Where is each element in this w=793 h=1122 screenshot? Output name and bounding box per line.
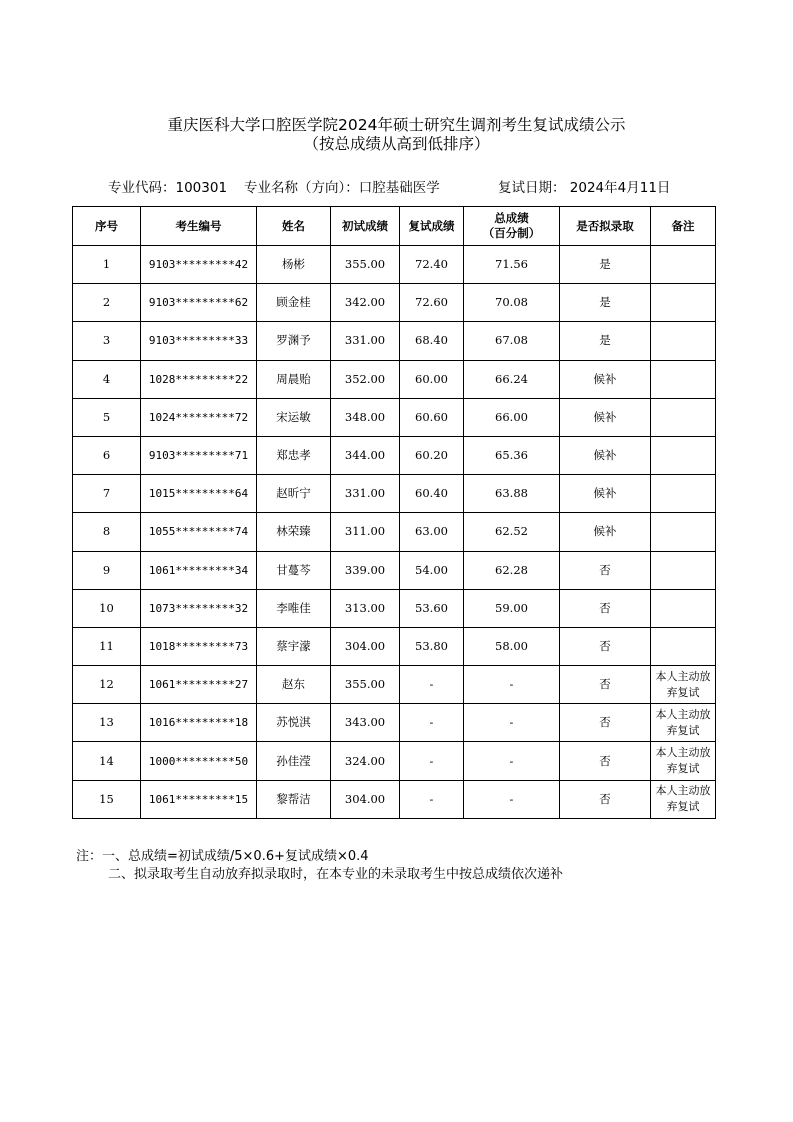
retest-date: 复试日期： 2024年4月11日: [498, 180, 671, 196]
cell-exam-id: 9103*********62: [141, 284, 257, 322]
cell-exam-id: 9103*********33: [141, 322, 257, 360]
cell-remark: [651, 513, 716, 551]
cell-exam-id: 1028*********22: [141, 360, 257, 398]
cell-exam-id: 1024*********72: [141, 398, 257, 436]
cell-initial-score: 311.00: [331, 513, 400, 551]
cell-remark: [651, 589, 716, 627]
cell-retest-score: 63.00: [400, 513, 464, 551]
cell-retest-score: 60.60: [400, 398, 464, 436]
cell-initial-score: 304.00: [331, 780, 400, 818]
cell-seq: 15: [73, 780, 141, 818]
cell-seq: 10: [73, 589, 141, 627]
cell-exam-id: 1016*********18: [141, 704, 257, 742]
header-total-line2: （百分制）: [482, 226, 541, 240]
table-row: [73, 780, 716, 818]
cell-seq: 13: [73, 704, 141, 742]
cell-total-score: 67.08: [464, 322, 560, 360]
cell-initial-score: 343.00: [331, 704, 400, 742]
cell-admit: 候补: [560, 436, 651, 474]
cell-name: 罗渊予: [257, 322, 331, 360]
cell-exam-id: 1073*********32: [141, 589, 257, 627]
cell-retest-score: 72.60: [400, 284, 464, 322]
cell-seq: 1: [73, 246, 141, 284]
cell-admit: 否: [560, 780, 651, 818]
page-title: 重庆医科大学口腔医学院2024年硕士研究生调剂考生复试成绩公示: [167, 116, 626, 134]
cell-initial-score: 324.00: [331, 742, 400, 780]
table-row: [73, 322, 716, 360]
table-row: [73, 742, 716, 780]
header-exam-id: 考生编号: [141, 207, 257, 246]
cell-admit: 否: [560, 666, 651, 704]
cell-initial-score: 304.00: [331, 627, 400, 665]
cell-remark: 本人主动放弃复试: [651, 666, 716, 704]
cell-name: 李唯佳: [257, 589, 331, 627]
table-row: [73, 551, 716, 589]
cell-retest-score: 68.40: [400, 322, 464, 360]
cell-exam-id: 1061*********15: [141, 780, 257, 818]
cell-exam-id: 1018*********73: [141, 627, 257, 665]
cell-total-score: -: [464, 704, 560, 742]
cell-admit: 否: [560, 704, 651, 742]
cell-remark: [651, 398, 716, 436]
cell-name: 宋运敏: [257, 398, 331, 436]
table-row: [73, 246, 716, 284]
page-subtitle: （按总成绩从高到低排序）: [303, 135, 490, 153]
cell-exam-id: 1015*********64: [141, 475, 257, 513]
cell-seq: 2: [73, 284, 141, 322]
cell-remark: 本人主动放弃复试: [651, 742, 716, 780]
cell-total-score: 71.56: [464, 246, 560, 284]
cell-admit: 否: [560, 627, 651, 665]
cell-initial-score: 339.00: [331, 551, 400, 589]
cell-name: 苏悦淇: [257, 704, 331, 742]
header-total-score: [464, 207, 560, 246]
cell-exam-id: 9103*********71: [141, 436, 257, 474]
header-retest-score: 复试成绩: [400, 207, 464, 246]
header-name: 姓名: [257, 207, 331, 246]
cell-admit: 是: [560, 284, 651, 322]
cell-admit: 是: [560, 246, 651, 284]
cell-remark: [651, 475, 716, 513]
cell-initial-score: 355.00: [331, 666, 400, 704]
cell-admit: 候补: [560, 360, 651, 398]
cell-retest-score: -: [400, 742, 464, 780]
cell-total-score: 65.36: [464, 436, 560, 474]
cell-retest-score: 60.40: [400, 475, 464, 513]
header-seq: 序号: [73, 207, 141, 246]
cell-seq: 8: [73, 513, 141, 551]
cell-total-score: 70.08: [464, 284, 560, 322]
cell-retest-score: -: [400, 666, 464, 704]
cell-name: 郑忠孝: [257, 436, 331, 474]
cell-exam-id: 1061*********34: [141, 551, 257, 589]
cell-initial-score: 313.00: [331, 589, 400, 627]
cell-remark: [651, 246, 716, 284]
table-row: [73, 589, 716, 627]
cell-name: 顾金桂: [257, 284, 331, 322]
cell-seq: 14: [73, 742, 141, 780]
cell-admit: 候补: [560, 475, 651, 513]
cell-admit: 候补: [560, 398, 651, 436]
cell-retest-score: 54.00: [400, 551, 464, 589]
cell-remark: 本人主动放弃复试: [651, 704, 716, 742]
cell-remark: 本人主动放弃复试: [651, 780, 716, 818]
cell-admit: 否: [560, 551, 651, 589]
table-row: [73, 436, 716, 474]
cell-retest-score: 60.20: [400, 436, 464, 474]
cell-initial-score: 342.00: [331, 284, 400, 322]
table-row: [73, 513, 716, 551]
major-name: 专业名称（方向）：口腔基础医学: [244, 180, 440, 196]
results-table: [72, 206, 716, 819]
cell-exam-id: 9103*********42: [141, 246, 257, 284]
cell-remark: [651, 360, 716, 398]
cell-remark: [651, 627, 716, 665]
cell-initial-score: 352.00: [331, 360, 400, 398]
cell-retest-score: 60.00: [400, 360, 464, 398]
table-row: [73, 360, 716, 398]
cell-retest-score: 53.60: [400, 589, 464, 627]
header-remark: 备注: [651, 207, 716, 246]
cell-remark: [651, 322, 716, 360]
note-backfill: 二、拟录取考生自动放弃拟录取时，在本专业的未录取考生中按总成绩依次递补: [108, 867, 564, 882]
cell-total-score: -: [464, 666, 560, 704]
table-header-row: [73, 207, 716, 246]
cell-initial-score: 331.00: [331, 322, 400, 360]
cell-exam-id: 1000*********50: [141, 742, 257, 780]
table-row: [73, 284, 716, 322]
header-initial-score: 初试成绩: [331, 207, 400, 246]
cell-seq: 12: [73, 666, 141, 704]
header-admit: 是否拟录取: [560, 207, 651, 246]
cell-total-score: 66.00: [464, 398, 560, 436]
cell-name: 孙佳滢: [257, 742, 331, 780]
cell-remark: [651, 551, 716, 589]
cell-name: 蔡宇濛: [257, 627, 331, 665]
cell-initial-score: 348.00: [331, 398, 400, 436]
cell-seq: 3: [73, 322, 141, 360]
cell-remark: [651, 436, 716, 474]
cell-retest-score: -: [400, 704, 464, 742]
cell-initial-score: 331.00: [331, 475, 400, 513]
header-total-line1: 总成绩: [494, 211, 529, 225]
cell-admit: 候补: [560, 513, 651, 551]
cell-seq: 11: [73, 627, 141, 665]
cell-retest-score: -: [400, 780, 464, 818]
cell-initial-score: 355.00: [331, 246, 400, 284]
cell-total-score: 58.00: [464, 627, 560, 665]
cell-name: 黎帮洁: [257, 780, 331, 818]
table-row: [73, 627, 716, 665]
cell-admit: 是: [560, 322, 651, 360]
table-row: [73, 398, 716, 436]
cell-total-score: 62.52: [464, 513, 560, 551]
cell-total-score: 59.00: [464, 589, 560, 627]
cell-seq: 6: [73, 436, 141, 474]
cell-initial-score: 344.00: [331, 436, 400, 474]
cell-seq: 4: [73, 360, 141, 398]
table-row: [73, 475, 716, 513]
table-row: [73, 666, 716, 704]
cell-retest-score: 72.40: [400, 246, 464, 284]
cell-seq: 7: [73, 475, 141, 513]
cell-total-score: 63.88: [464, 475, 560, 513]
note-formula: 注：一、总成绩=初试成绩/5×0.6+复试成绩×0.4: [76, 849, 369, 864]
cell-seq: 9: [73, 551, 141, 589]
table-row: [73, 704, 716, 742]
cell-name: 赵昕宁: [257, 475, 331, 513]
cell-name: 杨彬: [257, 246, 331, 284]
cell-name: 赵东: [257, 666, 331, 704]
cell-name: 甘蔓芩: [257, 551, 331, 589]
cell-total-score: 66.24: [464, 360, 560, 398]
cell-exam-id: 1061*********27: [141, 666, 257, 704]
major-code: 专业代码：100301: [108, 180, 228, 196]
cell-admit: 否: [560, 742, 651, 780]
cell-remark: [651, 284, 716, 322]
cell-total-score: -: [464, 742, 560, 780]
cell-admit: 否: [560, 589, 651, 627]
cell-total-score: 62.28: [464, 551, 560, 589]
cell-seq: 5: [73, 398, 141, 436]
cell-total-score: -: [464, 780, 560, 818]
cell-name: 林荣臻: [257, 513, 331, 551]
cell-name: 周晨贻: [257, 360, 331, 398]
cell-exam-id: 1055*********74: [141, 513, 257, 551]
cell-retest-score: 53.80: [400, 627, 464, 665]
